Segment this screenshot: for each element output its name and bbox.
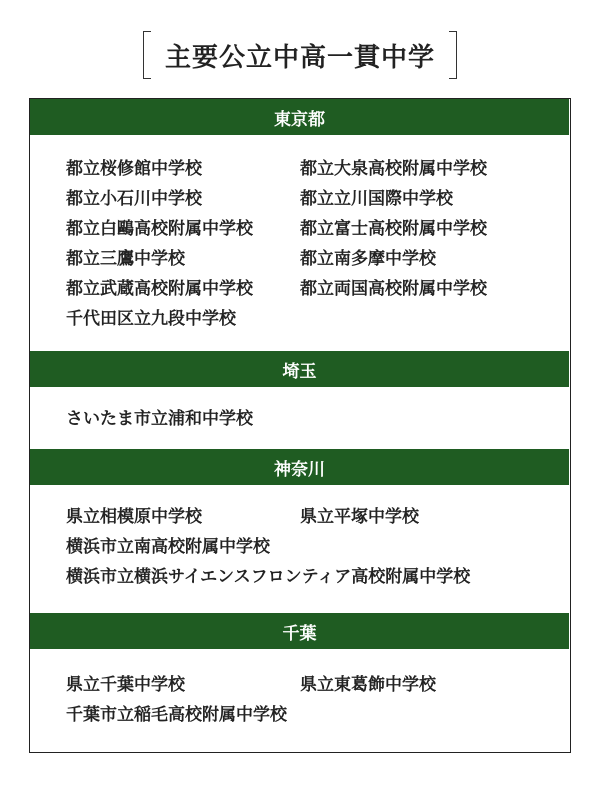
section-body-kanagawa [30,485,569,609]
section-body-saitama [30,387,569,449]
title-bracket-box [143,31,457,79]
school-item: 都立立川国際中学校 [300,189,453,209]
section-body-tokyo [30,135,569,351]
section-header-kanagawa: 神奈川 [30,449,569,485]
school-item: 都立桜修館中学校 [66,159,202,179]
school-item: 都立両国高校附属中学校 [300,279,487,299]
school-item: 都立白鷗高校附属中学校 [66,219,253,239]
school-list-panel [29,98,571,753]
school-item: 横浜市立南高校附属中学校 [66,537,270,557]
page-title: 主要公立中高一貫中学 [164,42,435,73]
school-item: 都立南多摩中学校 [300,249,436,269]
school-item: 千葉市立稲毛高校附属中学校 [66,705,287,725]
school-item: 都立大泉高校附属中学校 [300,159,487,179]
school-item: 都立武蔵高校附属中学校 [66,279,253,299]
school-item: 県立東葛飾中学校 [300,675,436,695]
school-item: 都立富士高校附属中学校 [300,219,487,239]
school-item: 都立三鷹中学校 [66,249,185,269]
section-header-tokyo: 東京都 [30,99,569,135]
school-item: 県立相模原中学校 [66,507,202,527]
section-header-chiba: 千葉 [30,613,569,649]
title-area [0,31,600,79]
school-item: 千代田区立九段中学校 [66,309,236,329]
left-bracket [143,31,151,79]
section-header-saitama: 埼玉 [30,351,569,387]
school-item: 都立小石川中学校 [66,189,202,209]
school-item: 県立千葉中学校 [66,675,185,695]
section-body-chiba [30,649,569,752]
school-item: 県立平塚中学校 [300,507,419,527]
right-bracket [449,31,457,79]
school-item: 横浜市立横浜サイエンスフロンティア高校附属中学校 [66,567,471,587]
school-item: さいたま市立浦和中学校 [66,409,253,429]
